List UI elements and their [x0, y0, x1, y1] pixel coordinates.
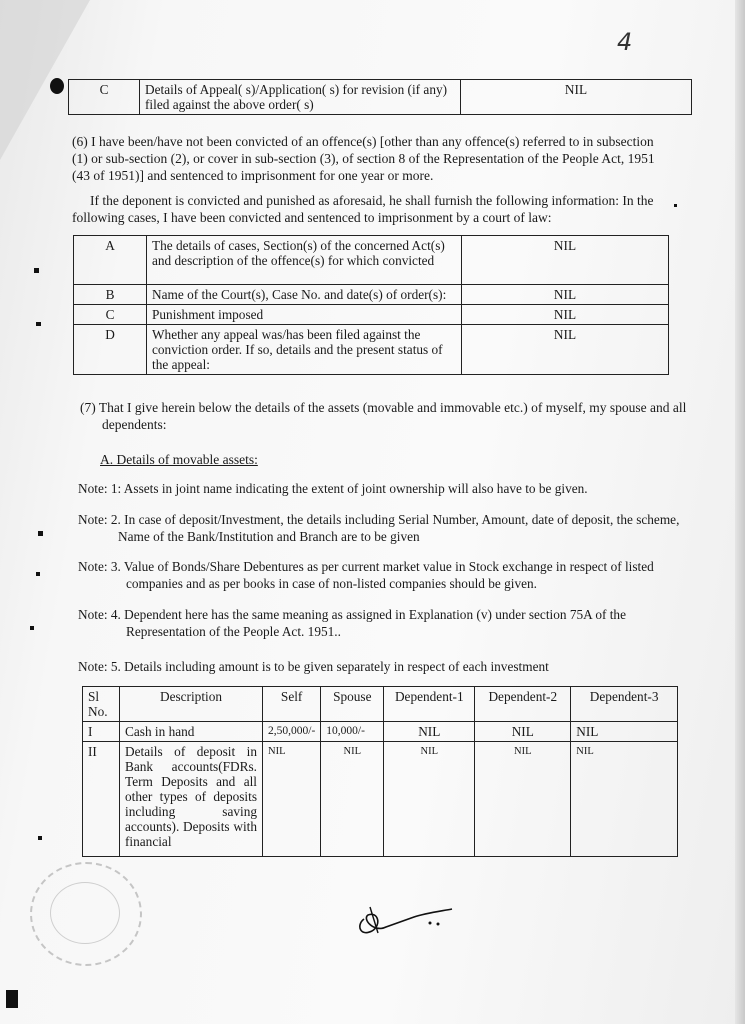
table-cell: NIL — [384, 742, 475, 857]
table-row — [83, 742, 678, 857]
paragraph-deponent: If the deponent is convicted and punished as aforesaid, he shall furnish the following information: In the following cases, I have been convicted and sentenced to imprisonment by a court of law: — [72, 193, 654, 225]
table-row — [83, 722, 678, 742]
table-row — [74, 325, 669, 375]
header-cell: Sl No. — [83, 687, 120, 722]
scan-speck — [6, 990, 18, 1008]
note-5 — [78, 658, 678, 675]
note-label: Note: — [78, 607, 108, 622]
row-label: A — [74, 236, 147, 285]
table-cell: 2,50,000/- — [263, 722, 321, 742]
scan-speck — [34, 268, 39, 273]
scan-speck — [36, 322, 41, 326]
note-2 — [78, 511, 688, 545]
note-label: Note: — [78, 659, 108, 674]
row-description: Whether any appeal was/has been filed against the conviction order. If so, details and the present status of the appeal: — [147, 325, 462, 375]
row-description: Punishment imposed — [147, 305, 462, 325]
scan-speck — [38, 531, 43, 536]
section-a-heading: A. Details of movable assets: — [100, 452, 258, 467]
seal-inner-ring — [50, 882, 120, 944]
table-cell: NIL — [571, 742, 678, 857]
table-cell: Details of deposit in Bank accounts(FDRs. Term Deposits and all other types of deposits including saving accounts). Deposits with financial — [120, 742, 263, 857]
note-label: Note: — [78, 481, 108, 496]
signature-mark — [352, 893, 462, 941]
paragraph-7: (7) That I give herein below the details of the assets (movable and immovable etc.) of myself, my spouse and all dependents: — [80, 400, 687, 432]
note-3 — [78, 558, 681, 592]
table-cell: NIL — [384, 722, 475, 742]
page-number: 4 — [617, 28, 633, 56]
official-seal-stamp — [30, 862, 142, 966]
table-cell: NIL — [475, 722, 571, 742]
row-label: D — [74, 325, 147, 375]
scan-speck — [38, 836, 42, 840]
scan-speck — [30, 626, 34, 630]
table-row — [74, 305, 669, 325]
row-description: Details of Appeal( s)/Application( s) for revision (if any) filed against the above order( s) — [140, 80, 461, 115]
row-value: NIL — [462, 325, 669, 375]
header-cell: Dependent-1 — [384, 687, 475, 722]
table-cell: 10,000/- — [321, 722, 384, 742]
table-cell: NIL — [321, 742, 384, 857]
table-cell: I — [83, 722, 120, 742]
row-label: C — [74, 305, 147, 325]
table-cell: II — [83, 742, 120, 857]
table-cell: NIL — [571, 722, 678, 742]
note-text: 2. In case of deposit/Investment, the details including Serial Number, Amount, date of deposit, the scheme, Name of the Bank/Institution and Branch are to be given — [110, 512, 680, 544]
note-text: 1: Assets in joint name indicating the extent of joint ownership will also have to be given. — [110, 481, 588, 496]
row-value: NIL — [462, 305, 669, 325]
table-cell: NIL — [475, 742, 571, 857]
header-cell: Dependent-2 — [475, 687, 571, 722]
row-description: Name of the Court(s), Case No. and date(s) of order(s): — [147, 285, 462, 305]
note-label: Note: — [78, 559, 108, 574]
row-value: NIL — [461, 80, 692, 115]
punch-hole-mark — [50, 78, 64, 94]
note-1 — [78, 480, 678, 497]
conviction-table — [73, 235, 669, 375]
table-row — [69, 80, 692, 115]
header-cell: Spouse — [321, 687, 384, 722]
note-text: 4. Dependent here has the same meaning as assigned in Explanation (v) under section 75A of the Representation of the People Act. 1951.. — [110, 607, 626, 639]
header-cell: Description — [120, 687, 263, 722]
scan-speck — [36, 572, 40, 576]
row-label: C — [69, 80, 140, 115]
header-cell: Self — [263, 687, 321, 722]
movable-assets-table — [82, 686, 678, 857]
note-label: Note: — [78, 512, 108, 527]
table-header-row — [83, 687, 678, 722]
header-cell: Dependent-3 — [571, 687, 678, 722]
appeal-table — [68, 79, 692, 115]
row-value: NIL — [462, 236, 669, 285]
note-text: 5. Details including amount is to be given separately in respect of each investment — [110, 659, 549, 674]
page-edge — [735, 0, 745, 1024]
row-label: B — [74, 285, 147, 305]
row-value: NIL — [462, 285, 669, 305]
paragraph-6: (6) I have been/have not been convicted of an offence(s) [other than any offence(s) referred to in subsection (1) or sub-section (2), or cover in sub-section (3), of section 8 of the Representation of the People Act, 1951 (43 of 1951)] and sentenced to imprisonment for one year or more. — [72, 134, 655, 183]
table-row — [74, 236, 669, 285]
table-cell: Cash in hand — [120, 722, 263, 742]
scan-speck — [674, 204, 677, 207]
table-cell: NIL — [263, 742, 321, 857]
table-row — [74, 285, 669, 305]
note-4 — [78, 606, 681, 640]
row-description: The details of cases, Section(s) of the concerned Act(s) and description of the offence(s) for which convicted — [147, 236, 462, 285]
note-text: 3. Value of Bonds/Share Debentures as per current market value in Stock exchange in respect of listed companies and as per books in case of non-listed companies should be given. — [110, 559, 654, 591]
